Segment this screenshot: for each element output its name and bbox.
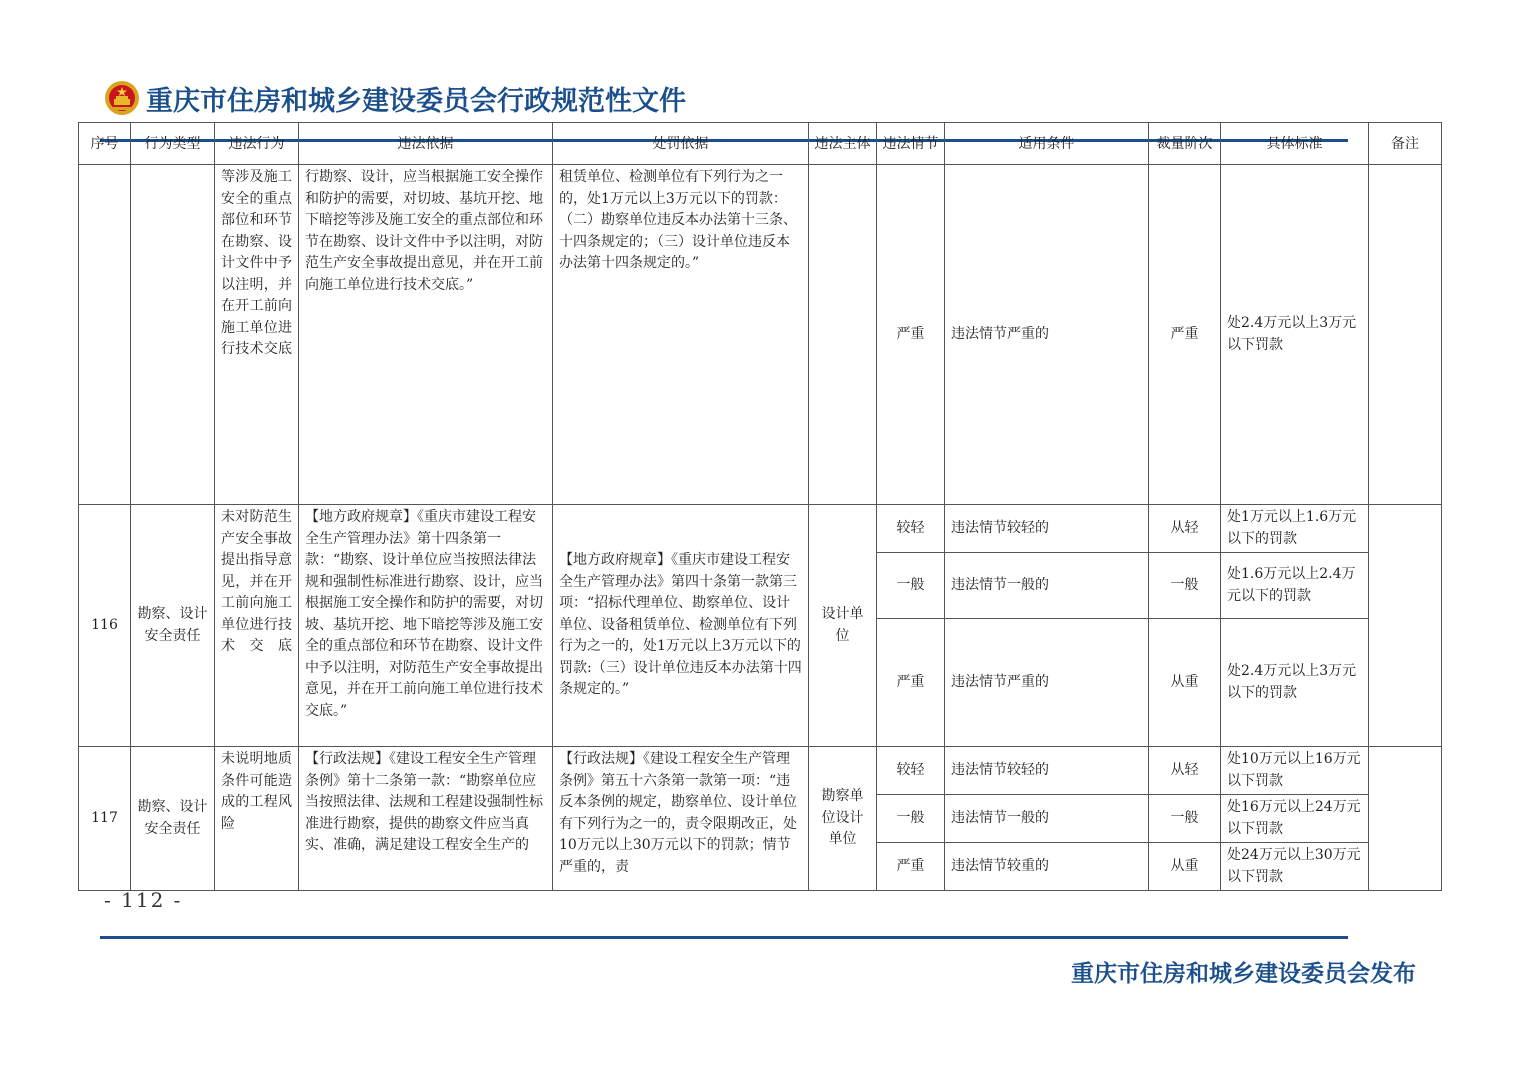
footer-rule <box>100 936 1348 939</box>
cell-std: 处2.4万元以上3万元以下的罚款 <box>1221 619 1369 747</box>
header-penalty: 处罚依据 <box>553 123 809 165</box>
cell-std: 处24万元以上30万元以下罚款 <box>1221 843 1369 891</box>
cell-type <box>131 165 215 505</box>
cell-subject <box>809 165 877 505</box>
header-level: 裁量阶次 <box>1149 123 1221 165</box>
table-row <box>79 747 1442 795</box>
cell-subject: 设计单位 <box>809 505 877 747</box>
cell-basis: 行勘察、设计，应当根据施工安全操作和防护的需要，对切坡、基坑开挖、地下暗挖等涉及施工安全的重点部位和环节在勘察、设计文件中予以注明，对防范生产安全事故提出意见，并在开工前向施工单位进行技术交底。” <box>299 165 553 505</box>
cell-seq <box>79 165 131 505</box>
cell-circ: 严重 <box>877 165 945 505</box>
cell-level: 从轻 <box>1149 505 1221 553</box>
cell-level: 一般 <box>1149 553 1221 619</box>
cell-std: 处16万元以上24万元以下罚款 <box>1221 795 1369 843</box>
cell-level: 从轻 <box>1149 747 1221 795</box>
cell-note <box>1369 165 1442 505</box>
header-subject: 违法主体 <box>809 123 877 165</box>
header-title: 重庆市住房和城乡建设委员会行政规范性文件 <box>146 85 686 117</box>
cell-note <box>1369 747 1442 891</box>
table-row <box>79 505 1442 553</box>
cell-std: 处1万元以上1.6万元以下的罚款 <box>1221 505 1369 553</box>
cell-cond: 违法情节较轻的 <box>945 505 1149 553</box>
header-basis: 违法依据 <box>299 123 553 165</box>
national-emblem-icon <box>104 80 140 116</box>
table-row <box>79 165 1442 505</box>
header-act: 违法行为 <box>215 123 299 165</box>
cell-basis: 【地方政府规章】《重庆市建设工程安全生产管理办法》第十四条第一款：“勘察、设计单位应当按照法律法规和强制性标准进行勘察、设计，应当根据施工安全操作和防护的需要，对切坡、基坑开挖、地下暗挖等涉及施工安全的重点部位和环节在勘察、设计文件中予以注明，对防范生产安全事故提出意见，并在开工前向施工单位进行技术交底。” <box>299 505 553 747</box>
header-note: 备注 <box>1369 123 1442 165</box>
cell-level: 一般 <box>1149 795 1221 843</box>
footer-publisher: 重庆市住房和城乡建设委员会发布 <box>1071 961 1416 987</box>
header-seq: 序号 <box>79 123 131 165</box>
cell-circ: 一般 <box>877 553 945 619</box>
cell-level: 从重 <box>1149 843 1221 891</box>
cell-std: 处1.6万元以上2.4万元以下的罚款 <box>1221 553 1369 619</box>
header-type: 行为类型 <box>131 123 215 165</box>
cell-cond: 违法情节一般的 <box>945 795 1149 843</box>
penalty-table <box>78 122 1442 891</box>
cell-subject: 勘察单位设计单位 <box>809 747 877 891</box>
cell-circ: 较轻 <box>877 747 945 795</box>
cell-cond: 违法情节较重的 <box>945 843 1149 891</box>
cell-act: 未说明地质条件可能造成的工程风险 <box>215 747 299 891</box>
cell-penalty: 租赁单位、检测单位有下列行为之一的，处1万元以上3万元以下的罚款：（二）勘察单位违反本办法第十三条、十四条规定的；（三）设计单位违反本办法第十四条规定的。” <box>553 165 809 505</box>
cell-std: 处10万元以上16万元以下罚款 <box>1221 747 1369 795</box>
header-circ: 违法情节 <box>877 123 945 165</box>
cell-seq: 116 <box>79 505 131 747</box>
page-number: - 112 - <box>104 888 183 912</box>
cell-cond: 违法情节一般的 <box>945 553 1149 619</box>
header-cond: 适用条件 <box>945 123 1149 165</box>
cell-circ: 一般 <box>877 795 945 843</box>
table-header-row <box>79 123 1442 165</box>
cell-cond: 违法情节严重的 <box>945 619 1149 747</box>
cell-cond: 违法情节严重的 <box>945 165 1149 505</box>
document-header <box>104 78 686 118</box>
cell-circ: 严重 <box>877 619 945 747</box>
cell-act: 未对防范生产安全事故提出指导意见，并在开工前向施工单位进行技术交底 <box>215 505 299 747</box>
cell-cond: 违法情节较轻的 <box>945 747 1149 795</box>
cell-circ: 较轻 <box>877 505 945 553</box>
cell-level: 从重 <box>1149 619 1221 747</box>
cell-type: 勘察、设计安全责任 <box>131 747 215 891</box>
cell-type: 勘察、设计安全责任 <box>131 505 215 747</box>
cell-circ: 严重 <box>877 843 945 891</box>
cell-seq: 117 <box>79 747 131 891</box>
header-std: 具体标准 <box>1221 123 1369 165</box>
cell-penalty: 【地方政府规章】《重庆市建设工程安全生产管理办法》第四十条第一款第三项：“招标代理单位、勘察单位、设计单位、设备租赁单位、检测单位有下列行为之一的，处1万元以上3万元以下的罚款:（三）设计单位违反本办法第十四条规定的。” <box>553 505 809 747</box>
cell-penalty: 【行政法规】《建设工程安全生产管理条例》第五十六条第一款第一项：“违反本条例的规定，勘察单位、设计单位有下列行为之一的，责令限期改正，处10万元以上30万元以下的罚款；情节严重的，责 <box>553 747 809 891</box>
cell-basis: 【行政法规】《建设工程安全生产管理条例》第十二条第一款：“勘察单位应当按照法律、法规和工程建设强制性标准进行勘察，提供的勘察文件应当真实、准确，满足建设工程安全生产的 <box>299 747 553 891</box>
cell-std: 处2.4万元以上3万元以下罚款 <box>1221 165 1369 505</box>
cell-note <box>1369 505 1442 747</box>
cell-act: 等涉及施工安全的重点部位和环节在勘察、设计文件中予以注明，并在开工前向施工单位进行技术交底 <box>215 165 299 505</box>
cell-level: 严重 <box>1149 165 1221 505</box>
